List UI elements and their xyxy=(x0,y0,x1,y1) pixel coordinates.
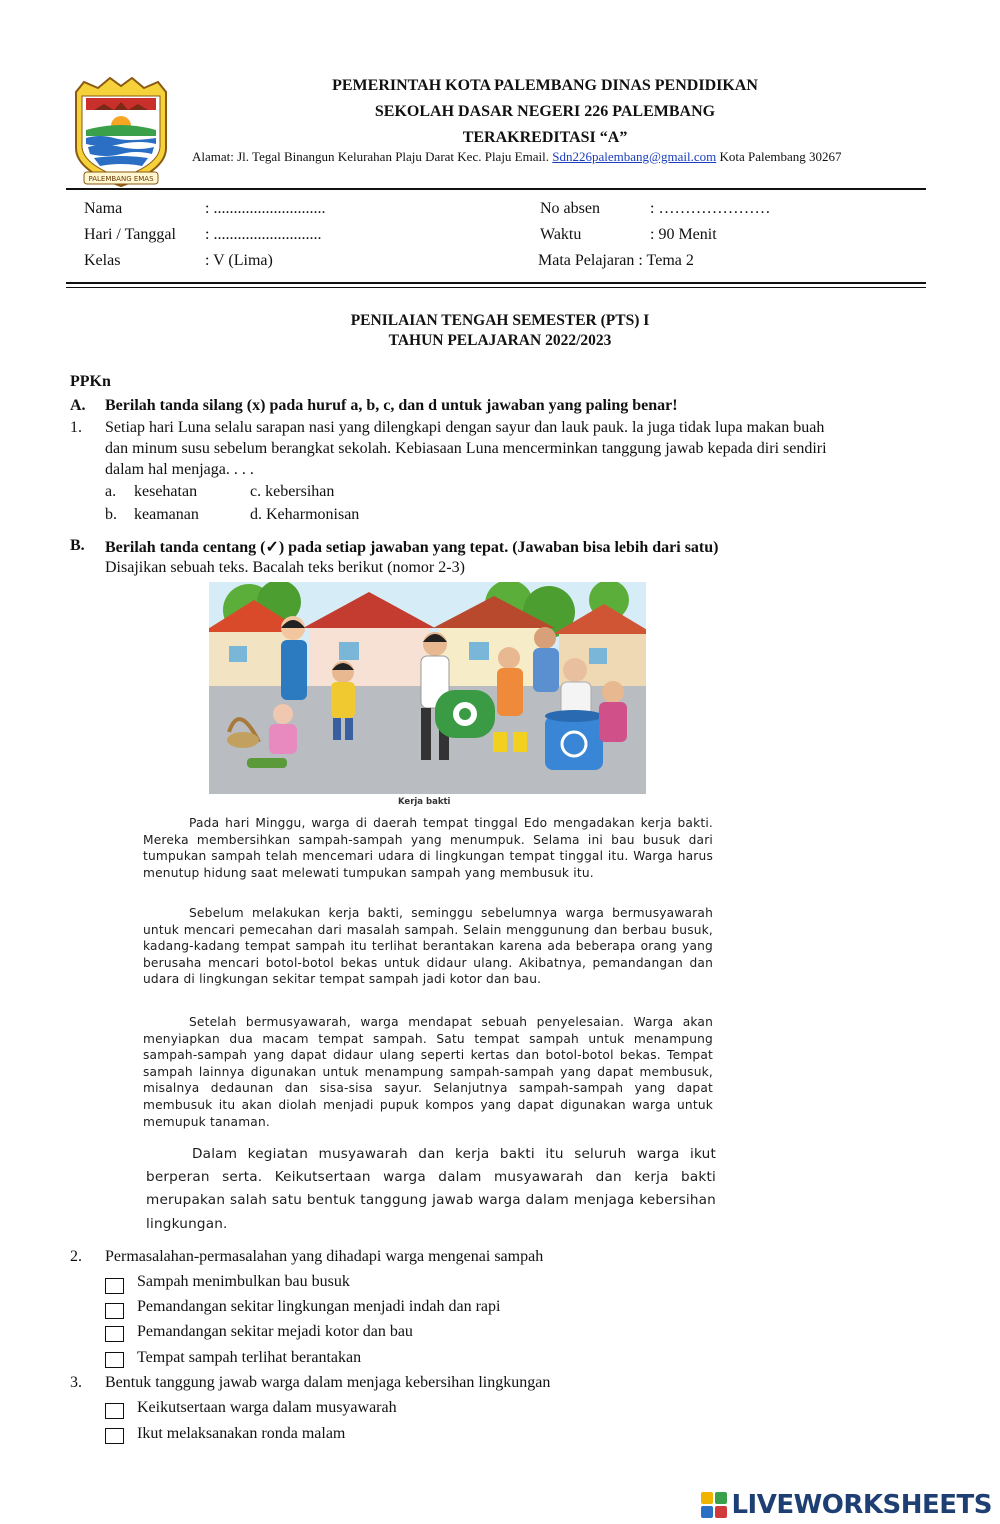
reading-text-2: Sebelum melakukan kerja bakti, seminggu sebelumnya warga bermusyawarah untuk mencari pemecahan dari masalah sampah. Selain menggunung dan berbau busuk, kadang-kadang tempat sampah itu terlihat berantakan karena ada beberapa orang yang berusaha mencari botol-botol bekas untuk didaur ulang. Akibatnya, pemandangan dan udara di lingkungan sekitar tempat sampah jadi kotor dan bau. xyxy=(143,906,713,987)
q1-option-b-letter: b. xyxy=(105,506,117,523)
nama-field: : ............................ xyxy=(205,200,326,217)
q2-checkbox-3[interactable] xyxy=(105,1326,124,1342)
waktu-value: : 90 Menit xyxy=(650,226,717,243)
subject-label: PPKn xyxy=(70,373,111,390)
absen-field: : ………………… xyxy=(650,200,771,217)
q1-option-c[interactable]: c. kebersihan xyxy=(250,483,335,500)
header-accreditation: TERAKREDITASI “A” xyxy=(462,129,628,146)
watermark-text: LIVEWORKSHEETS xyxy=(731,1490,992,1520)
svg-text:PALEMBANG EMAS: PALEMBANG EMAS xyxy=(88,175,154,183)
header-government: PEMERINTAH KOTA PALEMBANG DINAS PENDIDIKAN xyxy=(332,77,758,94)
section-b-instruction: Berilah tanda centang (✓) pada setiap jawaban yang tepat. (Jawaban bisa lebih dari satu) xyxy=(105,539,719,556)
liveworksheets-watermark xyxy=(701,1490,992,1520)
mapel-value: Mata Pelajaran : Tema 2 xyxy=(538,252,694,269)
q3-option-2: Ikut melaksanakan ronda malam xyxy=(137,1425,346,1442)
q1-option-a-letter: a. xyxy=(105,483,117,500)
q1-number: 1. xyxy=(70,419,82,436)
info-divider-top xyxy=(66,282,926,284)
reading-paragraph-3 xyxy=(143,1014,713,1130)
kelas-label: Kelas xyxy=(84,252,121,269)
q1-option-d[interactable]: d. Keharmonisan xyxy=(250,506,360,523)
q3-text: Bentuk tanggung jawab warga dalam menjaga kebersihan lingkungan xyxy=(105,1374,551,1391)
q2-checkbox-4[interactable] xyxy=(105,1352,124,1368)
q3-option-1: Keikutsertaan warga dalam musyawarah xyxy=(137,1399,397,1416)
q3-checkbox-2[interactable] xyxy=(105,1428,124,1444)
address-suffix: Kota Palembang 30267 xyxy=(716,149,842,164)
reading-paragraph-1 xyxy=(143,815,713,881)
q2-option-1: Sampah menimbulkan bau busuk xyxy=(137,1273,350,1290)
section-a-letter: A. xyxy=(70,397,86,414)
kelas-value: : V (Lima) xyxy=(205,252,273,269)
q2-number: 2. xyxy=(70,1248,82,1265)
q1-line-2: dan minum susu sebelum berangkat sekolah. Kebiasaan Luna mencerminkan tanggung jawab kepada diri sendiri xyxy=(105,440,827,457)
q2-option-2: Pemandangan sekitar lingkungan menjadi indah dan rapi xyxy=(137,1298,501,1315)
q1-option-b[interactable]: keamanan xyxy=(134,506,199,523)
exam-year: TAHUN PELAJARAN 2022/2023 xyxy=(388,332,612,349)
section-b-letter: B. xyxy=(70,537,85,554)
reading-text-4: Dalam kegiatan musyawarah dan kerja bakti itu seluruh warga ikut berperan serta. Keikutsertaan warga dalam musyawarah dan kerja bakti merupakan salah satu bentuk tanggung jawab warga dalam menjaga kebersihan lingkungan. xyxy=(146,1146,716,1232)
q1-line-1: Setiap hari Luna selalu sarapan nasi yang dilengkapi dengan sayur dan lauk pauk. la juga tidak lupa makan buah xyxy=(105,419,825,436)
header-divider xyxy=(66,188,926,190)
section-b-intro: Disajikan sebuah teks. Bacalah teks berikut (nomor 2-3) xyxy=(105,559,465,576)
q3-checkbox-1[interactable] xyxy=(105,1403,124,1419)
q1-option-a[interactable]: kesehatan xyxy=(134,483,198,500)
hari-field: : ........................... xyxy=(205,226,322,243)
q2-checkbox-1[interactable] xyxy=(105,1278,124,1294)
header-school-name: SEKOLAH DASAR NEGERI 226 PALEMBANG xyxy=(374,103,716,120)
info-divider-bottom xyxy=(66,287,926,288)
header-address xyxy=(192,149,842,165)
exam-title: PENILAIAN TENGAH SEMESTER (PTS) I xyxy=(350,312,650,329)
school-logo xyxy=(70,74,172,190)
q2-option-4: Tempat sampah terlihat berantakan xyxy=(137,1349,362,1366)
reading-text-3: Setelah bermusyawarah, warga mendapat sebuah penyelesaian. Warga akan menyiapkan dua macam tempat sampah. Satu tempat sampah untuk menampung sampah-sampah yang dapat didaur ulang seperti kertas dan botol-botol bekas. Tempat sampah lainnya digunakan untuk menampung sampah-sampah yang dapat membusuk, misalnya dedaunan dan sisa-sisa sayur. Selanjutnya sampah-sampah yang dapat membusuk itu akan diolah menjadi pupuk kompos yang dapat digunakan warga untuk memupuk tanaman. xyxy=(143,1015,713,1129)
nama-label: Nama xyxy=(84,200,123,217)
hari-label: Hari / Tanggal xyxy=(84,226,176,243)
liveworksheets-logo-icon xyxy=(701,1492,727,1518)
absen-label: No absen xyxy=(540,200,600,217)
school-email-link[interactable]: Sdn226palembang@gmail.com xyxy=(552,149,717,164)
q1-line-3: dalam hal menjaga. . . . xyxy=(105,461,254,478)
reading-text-1: Pada hari Minggu, warga di daerah tempat tinggal Edo mengadakan kerja bakti. Mereka membersihkan sampah-sampah yang menumpuk. Selama ini bau busuk dari tumpukan sampah telah mencemari udara di lingkungan tempat tinggal itu. Warga harus menutup hidung saat melewati tumpukan sampah yang membusuk itu. xyxy=(143,816,713,880)
illustration-caption: Kerja bakti xyxy=(398,797,451,807)
q3-number: 3. xyxy=(70,1374,82,1391)
reading-paragraph-2 xyxy=(143,905,713,988)
reading-paragraph-4 xyxy=(146,1143,716,1236)
address-prefix: Alamat: Jl. Tegal Binangun Kelurahan Plaju Darat Kec. Plaju Email. xyxy=(192,149,553,164)
kerja-bakti-illustration xyxy=(209,582,646,794)
section-a-instruction: Berilah tanda silang (x) pada huruf a, b, c, dan d untuk jawaban yang paling benar! xyxy=(105,397,678,414)
waktu-label: Waktu xyxy=(540,226,582,243)
q2-option-3: Pemandangan sekitar mejadi kotor dan bau xyxy=(137,1323,413,1340)
q2-text: Permasalahan-permasalahan yang dihadapi warga mengenai sampah xyxy=(105,1248,544,1265)
q2-checkbox-2[interactable] xyxy=(105,1303,124,1319)
